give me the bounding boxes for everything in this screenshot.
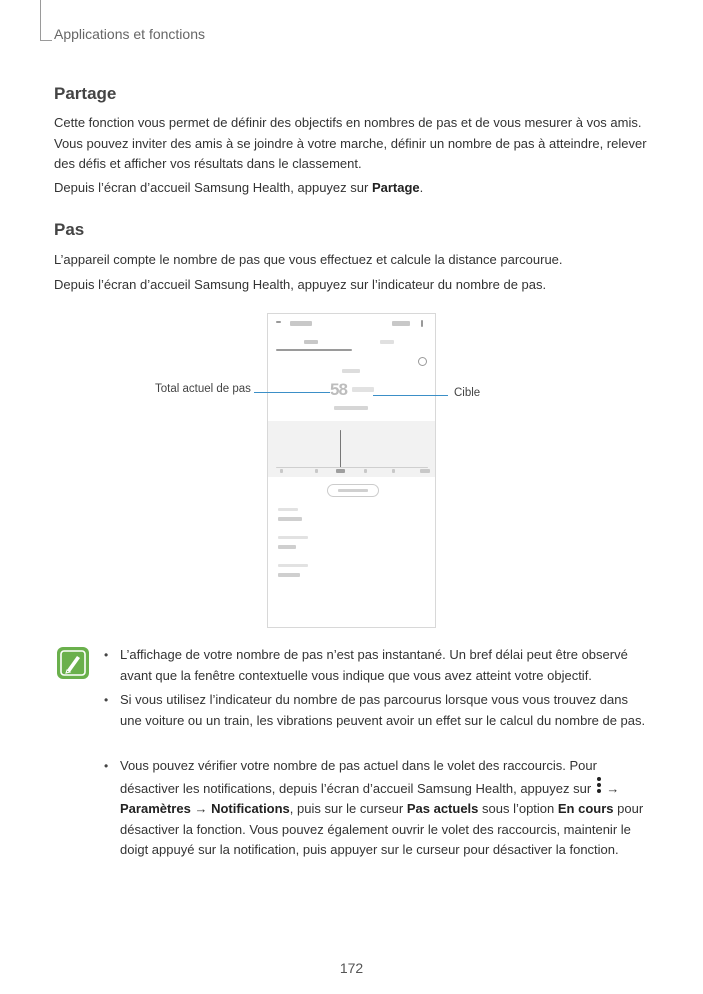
partage-paragraph-1: Cette fonction vous permet de définir des objectifs en nombres de pas et de vous mesurer à vos amis. Vous pouvez inviter des amis à se joindre à votre marche, définir un nombre de pas à atteindre, relever des défis et afficher vos résultats dans le classement. bbox=[54, 115, 647, 171]
corner-mark-vertical bbox=[40, 0, 41, 40]
corner-mark-horizontal bbox=[40, 40, 52, 41]
chart-current-marker bbox=[340, 430, 341, 468]
partage-paragraph-2: Depuis l’écran d’accueil Samsung Health, appuyez sur Partage. bbox=[54, 180, 424, 195]
phone-screenshot bbox=[267, 313, 436, 628]
chapter-header: Applications et fonctions bbox=[54, 26, 205, 42]
callout-label-total-steps: Total actuel de pas bbox=[155, 383, 251, 395]
pas-paragraph-1: L’appareil compte le nombre de pas que vous effectuez et calcule la distance parcourue. bbox=[54, 252, 563, 267]
bullet-marker: • bbox=[104, 693, 109, 707]
note-icon bbox=[56, 646, 90, 680]
note-item-1: L’affichage de votre nombre de pas n’est pas instantané. Un bref délai peut être observé avant que la fenêtre contextuelle vous indique que vous avez atteint votre objectif. bbox=[120, 647, 628, 683]
info-icon bbox=[418, 357, 427, 366]
callout-line-total-steps bbox=[254, 392, 330, 393]
page-number: 172 bbox=[339, 960, 364, 976]
steps-chart-area bbox=[268, 421, 435, 477]
bullet-marker: • bbox=[104, 759, 109, 773]
callout-line-target bbox=[373, 395, 448, 396]
section-title-partage: Partage bbox=[54, 84, 117, 103]
bullet-marker: • bbox=[104, 648, 109, 662]
section-title-pas: Pas bbox=[54, 220, 85, 239]
more-options-icon bbox=[597, 777, 601, 795]
note-item-3: Vous pouvez vérifier votre nombre de pas actuel dans le volet des raccourcis. Pour désactiver les notifications, depuis l’écran d’accueil Samsung Health, appuyez sur → Paramètres → Notifications, puis sur le curseur Pas actuels sous l’option En cours pour désactiver la fonction. Vous pouvez également ouvrir le volet des raccourcis, maintenir le doigt appuyé sur la notification, puis appuyer sur le curseur pour désactiver la fonction. bbox=[120, 758, 644, 857]
note-item-2: Si vous utilisez l’indicateur du nombre de pas parcourus lorsque vous vous trouvez dans une voiture ou un train, les vibrations peuvent avoir un effet sur le calcul du nombre de pas. bbox=[120, 692, 646, 728]
steps-count: 58 bbox=[330, 380, 347, 399]
back-arrow-icon bbox=[276, 321, 281, 323]
active-tab-indicator bbox=[276, 349, 352, 351]
more-options-icon bbox=[421, 320, 423, 327]
pas-paragraph-2: Depuis l’écran d’accueil Samsung Health, appuyez sur l’indicateur du nombre de pas. bbox=[54, 277, 547, 292]
callout-label-target: Cible bbox=[454, 387, 481, 399]
partage-bold-term: Partage bbox=[371, 180, 420, 195]
